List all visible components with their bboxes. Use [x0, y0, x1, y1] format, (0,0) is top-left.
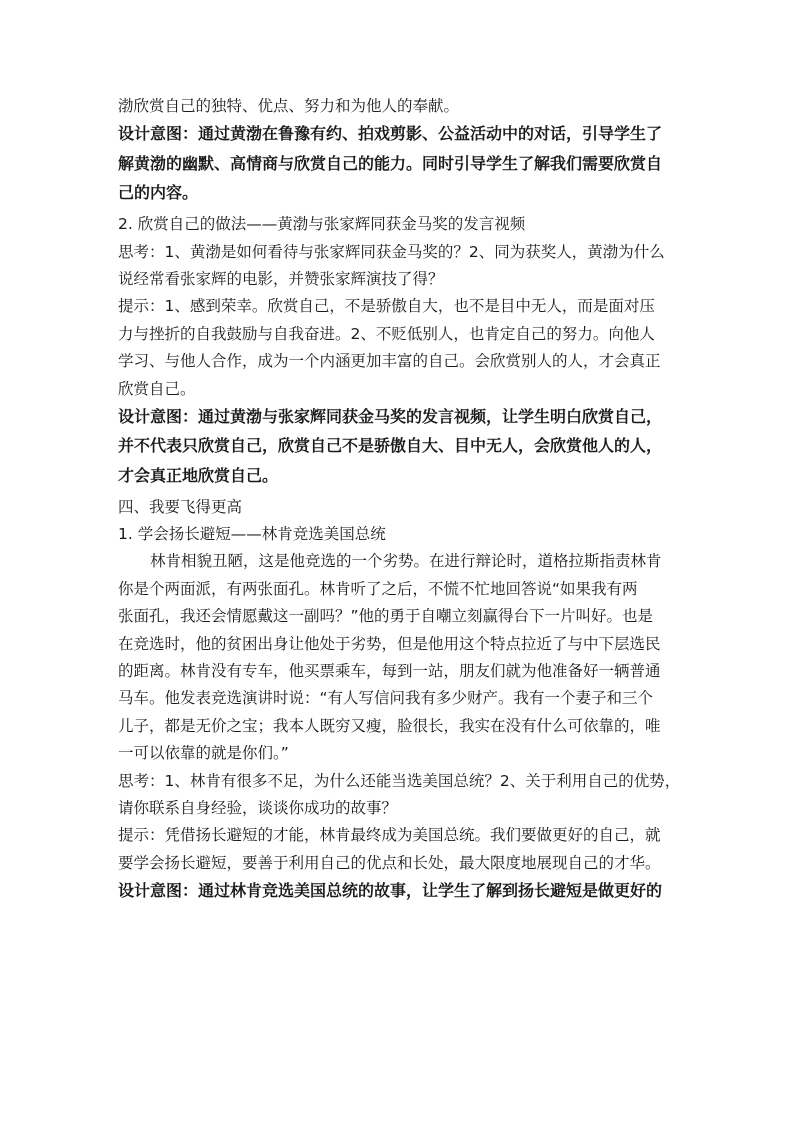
body-text-line: 马车。他发表竞选演讲时说：“有人写信问我有多少财产。我有一个妻子和三个: [118, 689, 654, 708]
body-text-line: 提示：1、感到荣幸。欣赏自己，不是骄傲自大，也不是目中无人，而是面对压: [118, 297, 655, 316]
body-text-line: 学习、与他人合作，成为一个内涵更加丰富的自己。会欣赏别人的人，才会真正: [118, 352, 661, 371]
body-text-line: 力与挫折的自我鼓励与自我奋进。2、不贬低别人，也肯定自己的努力。向他人: [118, 324, 655, 343]
document-page: [118, 96, 681, 910]
body-text-line: 一可以依靠的就是你们。”: [118, 744, 289, 763]
design-intent-line: 设计意图：通过林肯竞选美国总统的故事，让学生了解到扬长避短是做更好的: [118, 881, 663, 901]
design-intent-line: 己的内容。: [118, 183, 199, 203]
design-intent-line: 解黄渤的幽默、高情商与欣赏自己的能力。同时引导学生了解我们需要欣赏自: [118, 153, 663, 173]
body-text-line: 儿子，都是无价之宝；我本人既穷又瘦，脸很长，我实在没有什么可依靠的，唯: [118, 716, 661, 735]
body-text-line: 渤欣赏自己的独特、优点、努力和为他人的奉献。: [118, 97, 460, 115]
body-text-line: 欣赏自己。: [118, 379, 196, 398]
body-text-line: 四、我要飞得更高: [118, 497, 243, 516]
design-intent-line: 并不代表只欣赏自己，欣赏自己不是骄傲自大、目中无人，会欣赏他人的人，: [118, 436, 663, 456]
body-text-line: 要学会扬长避短，要善于利用自己的优点和长处，最大限度地展现自己的才华。: [118, 853, 661, 872]
body-text-line: 提示：凭借扬长避短的才能，林肯最终成为美国总统。我们要做更好的自己，就: [118, 826, 661, 845]
body-text-line: 林肯相貌丑陋，这是他竞选的一个劣势。在进行辩论时，道格拉斯指责林肯: [150, 552, 662, 571]
body-text-line: 2. 欣赏自己的做法——黄渤与张家辉同获金马奖的发言视频: [118, 215, 526, 234]
body-text-line: 思考：1、黄渤是如何看待与张家辉同获金马奖的？2、同为获奖人，黄渤为什么: [118, 242, 665, 261]
design-intent-line: 设计意图：通过黄渤在鲁豫有约、拍戏剪影、公益活动中的对话，引导学生了: [118, 124, 663, 144]
body-text-line: 思考：1、林肯有很多不足，为什么还能当选美国总统？2、关于利用自己的优势，: [118, 771, 681, 790]
body-text-line: 1. 学会扬长避短——林肯竞选美国总统: [118, 525, 386, 544]
body-text-line: 张面孔，我还会情愿戴这一副吗？”他的勇于自嘲立刻赢得台下一片叫好。也是: [118, 607, 654, 626]
design-intent-line: 才会真正地欣赏自己。: [118, 465, 279, 485]
body-text-line: 你是个两面派，有两张面孔。林肯听了之后，不慌不忙地回答说“如果我有两: [118, 579, 638, 598]
body-text-line: 在竞选时，他的贫困出身让他处于劣势，但是他用这个特点拉近了与中下层选民: [118, 634, 661, 653]
design-intent-line: 设计意图：通过黄渤与张家辉同获金马奖的发言视频，让学生明白欣赏自己，: [118, 406, 663, 426]
body-text-line: 请你联系自身经验，谈谈你成功的故事？: [118, 798, 398, 817]
body-text-line: 说经常看张家辉的电影，并赞张家辉演技了得？: [118, 269, 444, 288]
body-text-line: 的距离。林肯没有专车，他买票乘车，每到一站，朋友们就为他准备好一辆普通: [118, 662, 661, 681]
